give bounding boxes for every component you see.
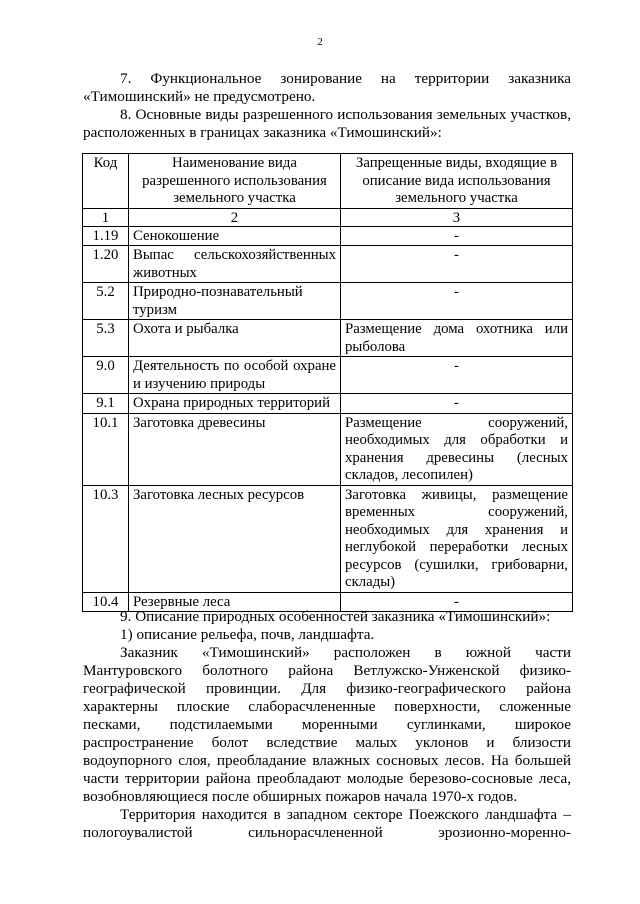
table-row [83,394,573,414]
row-name: Природно-познавательный туризм [129,283,341,320]
row-code: 1.20 [83,246,129,283]
row-name: Резервные леса [129,592,341,612]
row-code: 9.0 [83,357,129,394]
header-code: Код [83,154,129,209]
row-forbidden: Размещение сооружений, необходимых для обработки и хранения древесины (лесных складов, лесопилен) [341,413,573,485]
row-forbidden: Размещение дома охотника или рыболова [341,320,573,357]
item8-line2: расположенных в границах заказника «Тимошинский»: [83,124,442,141]
table-row [83,320,573,357]
item7-line1: 7. Функциональное зонирование на территории заказника [120,70,571,87]
row-name: Деятельность по особой охране и изучению природы [129,357,341,394]
row-name: Заготовка древесины [129,413,341,485]
row-name: Охрана природных территорий [129,394,341,414]
row-forbidden: - [341,246,573,283]
row-code: 10.3 [83,485,129,592]
row-code: 9.1 [83,394,129,414]
section9-subheading: 1) описание рельефа, почв, ландшафта. [120,626,375,643]
table-row [83,226,573,246]
table-row [83,357,573,394]
row-code: 10.1 [83,413,129,485]
table-row [83,283,573,320]
item7-line2: «Тимошинский» не предусмотрено. [83,88,316,105]
row-name: Заготовка лесных ресурсов [129,485,341,592]
section-9 [83,608,571,842]
row-code: 1.19 [83,226,129,246]
header-forbidden: Запрещенные виды, входящие в описание вида использования земельного участка [341,154,573,209]
column-number-row [83,208,573,226]
table-header-row [83,154,573,209]
row-code: 5.3 [83,320,129,357]
row-code: 5.2 [83,283,129,320]
row-forbidden: Заготовка живицы, размещение временных сооружений, необходимых для хранения и неглубокой переработки лесных ресурсов (сушилки, грибоварни, склады) [341,485,573,592]
row-name: Охота и рыбалка [129,320,341,357]
page-number: 2 [317,36,323,48]
item8-line1: 8. Основные виды разрешенного использования земельных участков, [120,106,571,123]
table-row [83,413,573,485]
col-number: 3 [341,208,573,226]
intro-section [83,70,571,142]
row-forbidden: - [341,357,573,394]
table-row [83,485,573,592]
section9-paragraph-2: Территория находится в западном секторе Поежского ландшафта – пологоувалистой сильнорасчлененной эрозионно-моренно- [83,806,571,841]
col-number: 1 [83,208,129,226]
row-forbidden: - [341,226,573,246]
row-name: Выпас сельскохозяйственных животных [129,246,341,283]
section9-heading: 9. Описание природных особенностей заказника «Тимошинский»: [120,608,551,625]
table-row [83,246,573,283]
section9-paragraph-1: Заказник «Тимошинский» расположен в южной части Мантуровского болотного района Ветлужско-Унженской физико-географической провинции. Для физико-географического района характерны плоские слаборасчлененные поверхности, сложенные песками, подстилаемыми моренными суглинками, широкое распространение болот вследствие малых уклонов и близости водоупорного слоя, преобладание влажных сосновых лесов. На большей части территории района преобладают молодые березово-сосновые леса, возобновляющиеся после обширных пожаров начала 1970-х годов. [83,644,571,805]
row-name: Сенокошение [129,226,341,246]
row-forbidden: - [341,592,573,612]
col-number: 2 [129,208,341,226]
header-name: Наименование вида разрешенного использования земельного участка [129,154,341,209]
row-code: 10.4 [83,592,129,612]
row-forbidden: - [341,394,573,414]
row-forbidden: - [341,283,573,320]
land-use-table [82,153,573,612]
